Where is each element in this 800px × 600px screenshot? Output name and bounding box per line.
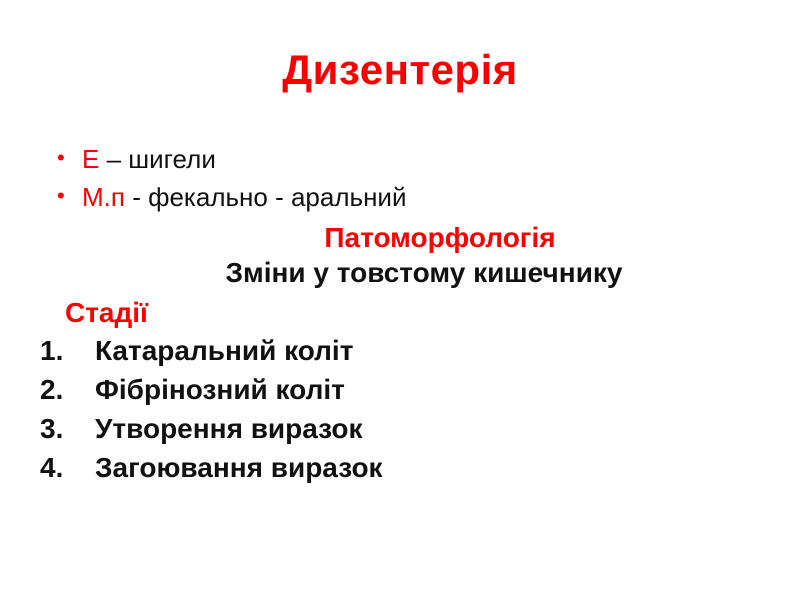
stage-item [40,331,800,370]
bullet-item-etiology [0,140,800,178]
stage-number: 2. [40,374,64,405]
bullet-icon: • [57,145,65,170]
pathomorphology-heading: Патоморфологія [324,222,556,253]
stage-number: 4. [40,452,64,483]
stages-heading: Стадії [65,297,148,328]
stage-item [40,409,800,448]
changes-subheading: Зміни у товстому кишечнику [225,257,623,288]
bullet-text: – шигели [99,144,216,174]
stage-number: 3. [40,413,64,444]
stage-item [40,370,800,409]
bullet-list [0,140,800,216]
bullet-icon: • [57,183,65,208]
bullet-highlight: М.п [82,182,125,212]
stage-label: Загоювання виразок [95,452,383,483]
stage-number: 1. [40,335,64,366]
stage-label: Фібрінозний коліт [95,374,345,405]
stage-label: Утворення виразок [95,413,363,444]
bullet-highlight: Е [82,144,100,174]
bullet-item-transmission [0,178,800,216]
stage-list [40,331,800,487]
stage-label: Катаральний коліт [95,335,354,366]
stage-item [40,448,800,487]
bullet-text: - фекально - аральний [124,182,407,212]
slide-title: Дизентерія [282,46,518,93]
